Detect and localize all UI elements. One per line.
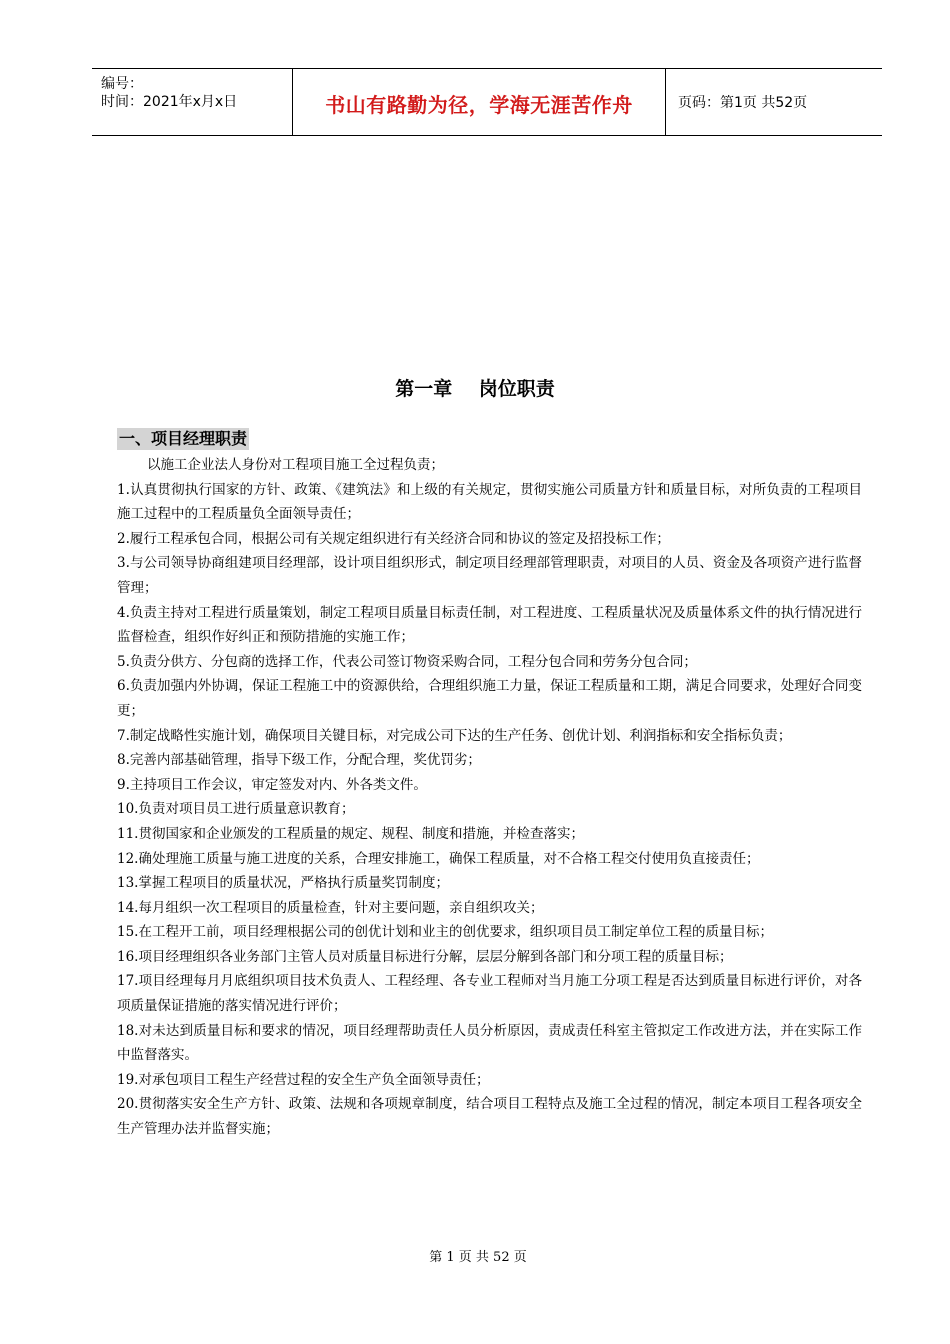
header-page-info: 页码：第1页 共52页 [678, 95, 808, 111]
list-item: 5.负责分供方、分包商的选择工作，代表公司签订物资采购合同，工程分包合同和劳务分包合同； [117, 653, 697, 670]
list-item: 12.确处理施工质量与施工进度的关系，合理安排施工，确保工程质量，对不合格工程交付使用负直接责任； [117, 850, 760, 867]
chapter-title: 第一章 岗位职责 [395, 378, 555, 400]
list-item: 10.负责对项目员工进行质量意识教育； [117, 801, 355, 818]
list-item: 14.每月组织一次工程项目的质量检查，针对主要问题，亲自组织攻关； [117, 899, 544, 916]
date-label: 时间：2021年x月x日 [101, 94, 238, 110]
section-body [117, 453, 862, 1142]
header-page-cell [666, 69, 882, 135]
list-item: 1.认真贯彻执行国家的方针、政策、《建筑法》和上级的有关规定，贯彻实施公司质量方针和质量目标，对所负责的工程项目施工过程中的工程质量负全面领导责任； [117, 481, 862, 523]
section-heading: 一、项目经理职责 [119, 429, 248, 448]
header-meta-cell [92, 69, 293, 135]
header-motto-cell [293, 69, 666, 135]
list-item: 20.贯彻落实安全生产方针、政策、法规和各项规章制度，结合项目工程特点及施工全过程的情况，制定本项目工程各项安全生产管理办法并监督实施； [117, 1096, 862, 1138]
list-item: 8.完善内部基础管理，指导下级工作，分配合理，奖优罚劣； [117, 752, 481, 769]
document-header [92, 68, 882, 136]
list-item: 15.在工程开工前，项目经理根据公司的创优计划和业主的创优要求，组织项目员工制定单位工程的质量目标； [117, 924, 773, 941]
list-item: 7.制定战略性实施计划，确保项目关键目标，对完成公司下达的生产任务、创优计划、利润指标和安全指标负责； [117, 727, 792, 744]
list-item: 3.与公司领导协商组建项目经理部，设计项目组织形式，制定项目经理部管理职责，对项目的人员、资金及各项资产进行监督管理； [117, 555, 862, 596]
list-item: 9.主持项目工作会议，审定签发对内、外各类文件。 [117, 776, 427, 793]
page-footer: 第 1 页 共 52 页 [429, 1250, 527, 1265]
list-item: 4.负责主持对工程进行质量策划，制定工程项目质量目标责任制，对工程进度、工程质量状况及质量体系文件的执行情况进行监督检查，组织作好纠正和预防措施的实施工作； [117, 604, 862, 646]
serial-number-label: 编号： [101, 76, 143, 92]
list-item: 19.对承包项目工程生产经营过程的安全生产负全面领导责任； [117, 1071, 490, 1088]
list-item: 11.贯彻国家和企业颁发的工程质量的规定、规程、制度和措施，并检查落实； [117, 825, 584, 842]
motto-text: 书山有路勤为径，学海无涯苦作舟 [325, 92, 633, 117]
list-item: 18.对未达到质量目标和要求的情况，项目经理帮助责任人员分析原因，责成责任科室主管拟定工作改进方法，并在实际工作中监督落实。 [117, 1022, 862, 1064]
list-item: 6.负责加强内外协调，保证工程施工中的资源供给，合理组织施工力量，保证工程质量和工期，满足合同要求，处理好合同变更； [117, 678, 862, 719]
list-item: 13.掌握工程项目的质量状况，严格执行质量奖罚制度； [117, 875, 449, 892]
list-item: 17.项目经理每月月底组织项目技术负责人、工程经理、各专业工程师对当月施工分项工程是否达到质量目标进行评价，对各项质量保证措施的落实情况进行评价； [117, 973, 862, 1015]
list-item: 2.履行工程承包合同，根据公司有关规定组织进行有关经济合同和协议的签定及招投标工作； [117, 530, 670, 547]
section-intro: 以施工企业法人身份对工程项目施工全过程负责； [147, 457, 444, 473]
list-item: 16.项目经理组织各业务部门主管人员对质量目标进行分解，层层分解到各部门和分项工程的质量目标； [117, 948, 733, 965]
